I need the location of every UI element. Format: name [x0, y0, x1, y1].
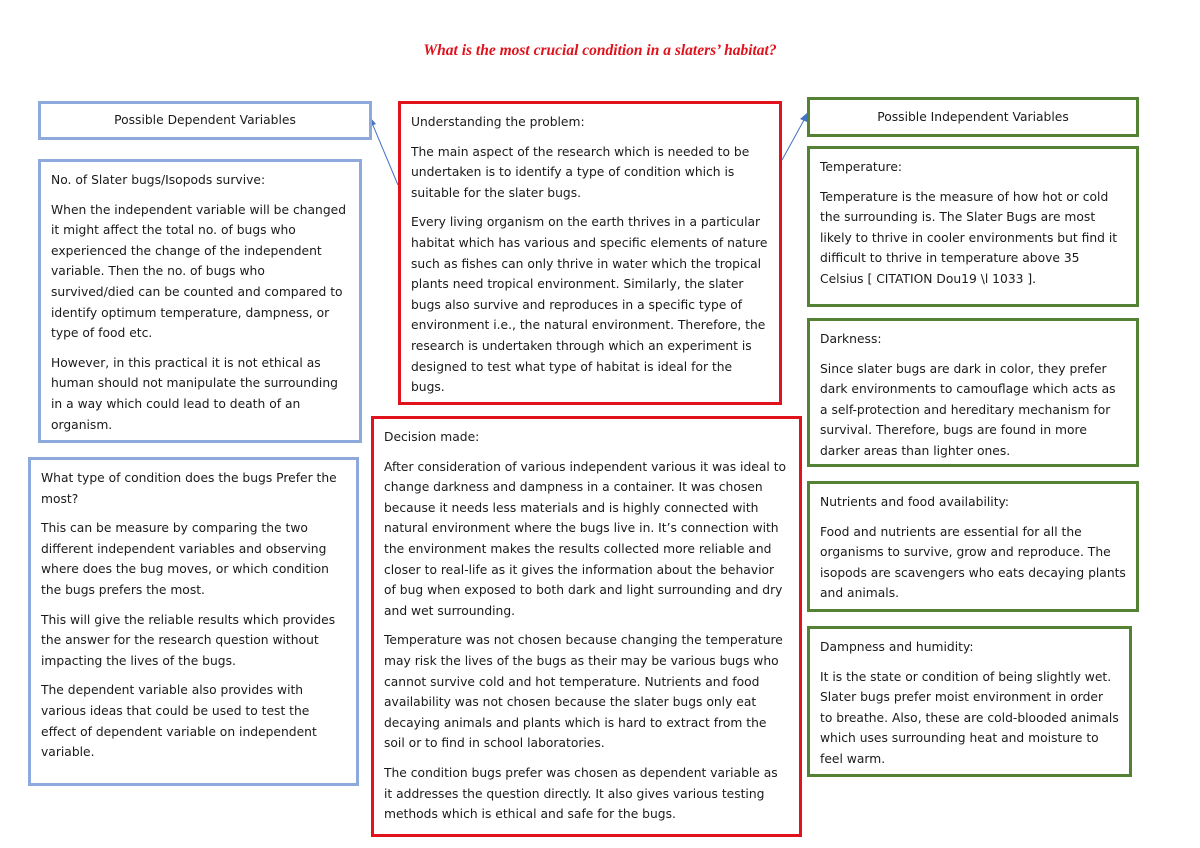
understanding-paragraph-1: The main aspect of the research which is needed to be undertaken is to identify a type of condition which is suitable for the slater bugs.: [411, 144, 750, 200]
survival-heading: No. of Slater bugs/Isopods survive:: [51, 173, 266, 187]
temperature-heading: Temperature:: [820, 160, 903, 174]
temperature-box: [807, 146, 1139, 307]
decision-paragraph-2: Temperature was not chosen because changing the temperature may risk the lives of the bugs as their may be various bugs who cannot survive cold and hot temperature. Nutrients and food availability was not chosen because the slater bugs only eat decaying animals and plants which is hard to extract from the soil or to find in school laboratories.: [384, 633, 783, 751]
decision-made-box: [371, 416, 802, 837]
page-title: What is the most crucial condition in a slaters’ habitat?: [423, 42, 777, 59]
dependent-variables-header-label: Possible Dependent Variables: [114, 113, 296, 128]
dampness-heading: Dampness and humidity:: [820, 640, 974, 654]
survival-paragraph-2: However, in this practical it is not ethical as human should not manipulate the surrounding in a way which could lead to death of an organism.: [51, 355, 338, 432]
preference-paragraph-1: This can be measure by comparing the two different independent variables and observing where does the bug moves, or which condition the bugs prefers the most.: [41, 521, 329, 597]
darkness-box: [807, 318, 1139, 467]
dependent-variable-preference-box: [28, 457, 359, 786]
dampness-box: [807, 626, 1132, 777]
decision-paragraph-1: After consideration of various independent various it was ideal to change darkness and dampness in a container. It was chosen because it needs less materials and is highly connected with natural environment where the bugs live in. It’s connection with the environment makes the results collected more reliable and closer to real-life as it gives the information about the behavior of bug when exposed to both dark and light surrounding and dry and wet surrounding.: [384, 459, 787, 618]
nutrients-heading: Nutrients and food availability:: [820, 495, 1010, 509]
connector-left: [372, 123, 398, 185]
darkness-paragraph: Since slater bugs are dark in color, they prefer dark environments to camouflage which acts as a self-protection and hereditary mechanism for survival. Therefore, bugs are found in more darker areas than lighter ones.: [820, 361, 1116, 458]
preference-paragraph-2: This will give the reliable results which provides the answer for the research question without impacting the lives of the bugs.: [41, 612, 336, 668]
dampness-paragraph: It is the state or condition of being slightly wet. Slater bugs prefer moist environment in order to breathe. Also, these are cold-blooded animals which uses surrounding heat and moisture to feel warm.: [820, 669, 1119, 766]
understanding-heading: Understanding the problem:: [411, 115, 585, 129]
nutrients-box: [807, 481, 1139, 612]
nutrients-paragraph: Food and nutrients are essential for all the organisms to survive, grow and reproduce. The isopods are scavengers who eats decaying plants and animals.: [820, 524, 1126, 601]
dependent-variable-survival-box: [38, 159, 362, 443]
connector-right: [782, 120, 804, 160]
decision-heading: Decision made:: [384, 430, 480, 444]
preference-heading: What type of condition does the bugs Prefer the most?: [41, 471, 337, 506]
understanding-paragraph-2: Every living organism on the earth thrives in a particular habitat which has various and specific elements of nature such as fishes can only thrive in water which the tropical plants need tropical environment. Similarly, the slater bugs also survive and reproduces in a specific type of environment i.e., the natural environment. Therefore, the research is undertaken through which an experiment is designed to test what type of habitat is ideal for the bugs.: [411, 215, 768, 395]
decision-paragraph-3: The condition bugs prefer was chosen as dependent variable as it addresses the question directly. It also gives various testing methods which is ethical and safe for the bugs.: [384, 765, 778, 822]
understanding-problem-box: [398, 101, 782, 405]
darkness-heading: Darkness:: [820, 332, 882, 346]
independent-variables-header-label: Possible Independent Variables: [877, 109, 1069, 124]
temperature-paragraph: Temperature is the measure of how hot or cold the surrounding is. The Slater Bugs are most likely to thrive in cooler environments but find it difficult to thrive in temperature above 35 Celsius [ CITATION Dou19 \l 1033 ].: [820, 189, 1118, 286]
survival-paragraph-1: When the independent variable will be changed it might affect the total no. of bugs who experienced the change of the independent variable. Then the no. of bugs who survived/died can be counted and compared to identify optimum temperature, dampness, or type of food etc.: [51, 202, 347, 341]
independent-variables-header: [807, 97, 1139, 137]
dependent-variables-header: [38, 101, 372, 140]
preference-paragraph-3: The dependent variable also provides with various ideas that could be used to test the effect of dependent variable on independent variable.: [41, 683, 317, 760]
